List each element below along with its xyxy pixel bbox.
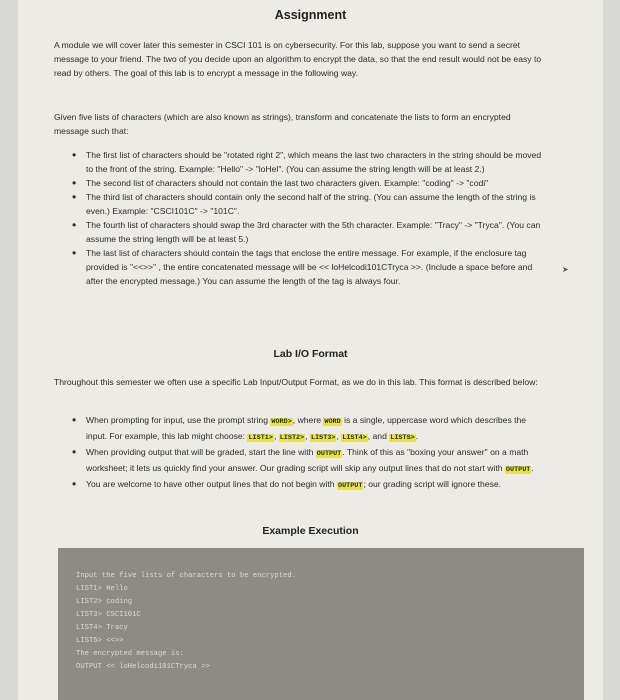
code-line: Input the five lists of characters to be encrypted. — [76, 572, 296, 580]
rule-item: • The fourth list of characters should swap the 3rd character with the 5th character. Example: "Tracy" -> "Tryca". (You can assume the string length will be at least 5.) — [76, 218, 546, 246]
io-rule-item — [76, 477, 546, 493]
rule-item: • The first list of characters should be "rotated right 2", which means the last two characters in the string should be moved to the front of the string. Example: "Hello" -> "loHel". (You can assume the string length will be at least 2.) — [76, 148, 546, 176]
code-line: LIST1> Hello — [76, 585, 128, 593]
code-highlight: WORD — [324, 418, 341, 426]
code-line: OUTPUT << loHelcodi101CTryca >> — [76, 663, 210, 671]
code-line: LIST4> Tracy — [76, 624, 128, 632]
code-highlight: OUTPUT — [316, 450, 342, 458]
assignment-title: Assignment — [274, 8, 347, 22]
code-highlight: LIST3> — [310, 434, 336, 442]
io-rule-text: You are welcome to have other output lines that do not begin with — [86, 479, 337, 489]
io-rule-text: , — [336, 431, 342, 441]
io-rule-text: , where — [292, 415, 324, 425]
example-title: Example Execution — [262, 525, 359, 537]
io-rule-item — [76, 413, 546, 445]
io-rules-list — [76, 413, 546, 493]
code-highlight: OUTPUT — [337, 482, 363, 490]
code-line: The encrypted message is: — [76, 650, 184, 658]
code-highlight: LIST2> — [279, 434, 305, 442]
io-rule-text: . Think of this as "boxing your answer" on a math worksheet; it lets us quickly find your answer. Our grading script will skip any output lines that do not start with — [86, 447, 529, 473]
io-rule-item — [76, 445, 546, 477]
io-rule-text: , — [305, 431, 310, 441]
code-line: LIST5> <<>> — [76, 637, 124, 645]
intro-paragraph: A module we will cover later this semester in CSCI 101 is on cybersecurity. For this lab, suppose you want to send a secret message to your friend. The two of you decide upon an algorithm to encrypt the data, so that the end result would not be easy to read by others. The goal of this lab is to encrypt a message in the following way. — [54, 40, 542, 78]
code-highlight: WORD> — [271, 418, 292, 426]
io-rule-text: , and — [367, 431, 390, 441]
io-rule-text: When prompting for input, use the prompt string — [86, 415, 271, 425]
rule-item: • The third list of characters should contain only the second half of the string. (You can assume the length of the string is even.) Example: "CSCI101C" -> "101C". — [76, 190, 546, 218]
io-rule-text: ; our grading script will ignore these. — [363, 479, 502, 489]
code-highlight: LISTS> — [390, 434, 415, 442]
io-rule-text: When providing output that will be graded, start the line with — [86, 447, 316, 457]
code-line: LIST3> CSCI101C — [76, 611, 141, 619]
code-highlight: OUTPUT — [505, 466, 531, 474]
assignment-page — [18, 0, 603, 700]
code-highlight: LIST4> — [342, 434, 367, 442]
example-execution-box — [58, 548, 584, 700]
encryption-rules-list — [76, 148, 546, 288]
mouse-pointer-icon: ➤ — [562, 265, 569, 274]
io-rule-text: . — [531, 463, 534, 473]
given-paragraph: Given five lists of characters (which are also known as strings), transform and concatenate the lists to form an encrypted message such that: — [54, 112, 511, 136]
io-rule-text: , — [273, 431, 279, 441]
code-line: LIST2> coding — [76, 598, 133, 606]
io-rule-text: is a single, uppercase word which describes the input. For example, this lab might choose: — [86, 415, 527, 441]
io-rule-text: . — [415, 431, 419, 441]
rule-item: • The second list of characters should not contain the last two characters given. Example: "coding" -> "codi" — [76, 176, 546, 190]
throughout-paragraph: Throughout this semester we often use a specific Lab Input/Output Format, as we do in this lab. This format is described below: — [54, 377, 538, 387]
lab-io-title: Lab I/O Format — [273, 348, 348, 360]
code-highlight: LIST1> — [248, 434, 273, 442]
rule-item: • The last list of characters should contain the tags that enclose the entire message. For example, if the enclosure tag provided is "<<>>" , the entire concatenated message will be << loHelcodi101CTryca >>. (Include a space before and after the encrypted message.) You can assume the length of the tag is always four. — [76, 246, 546, 288]
